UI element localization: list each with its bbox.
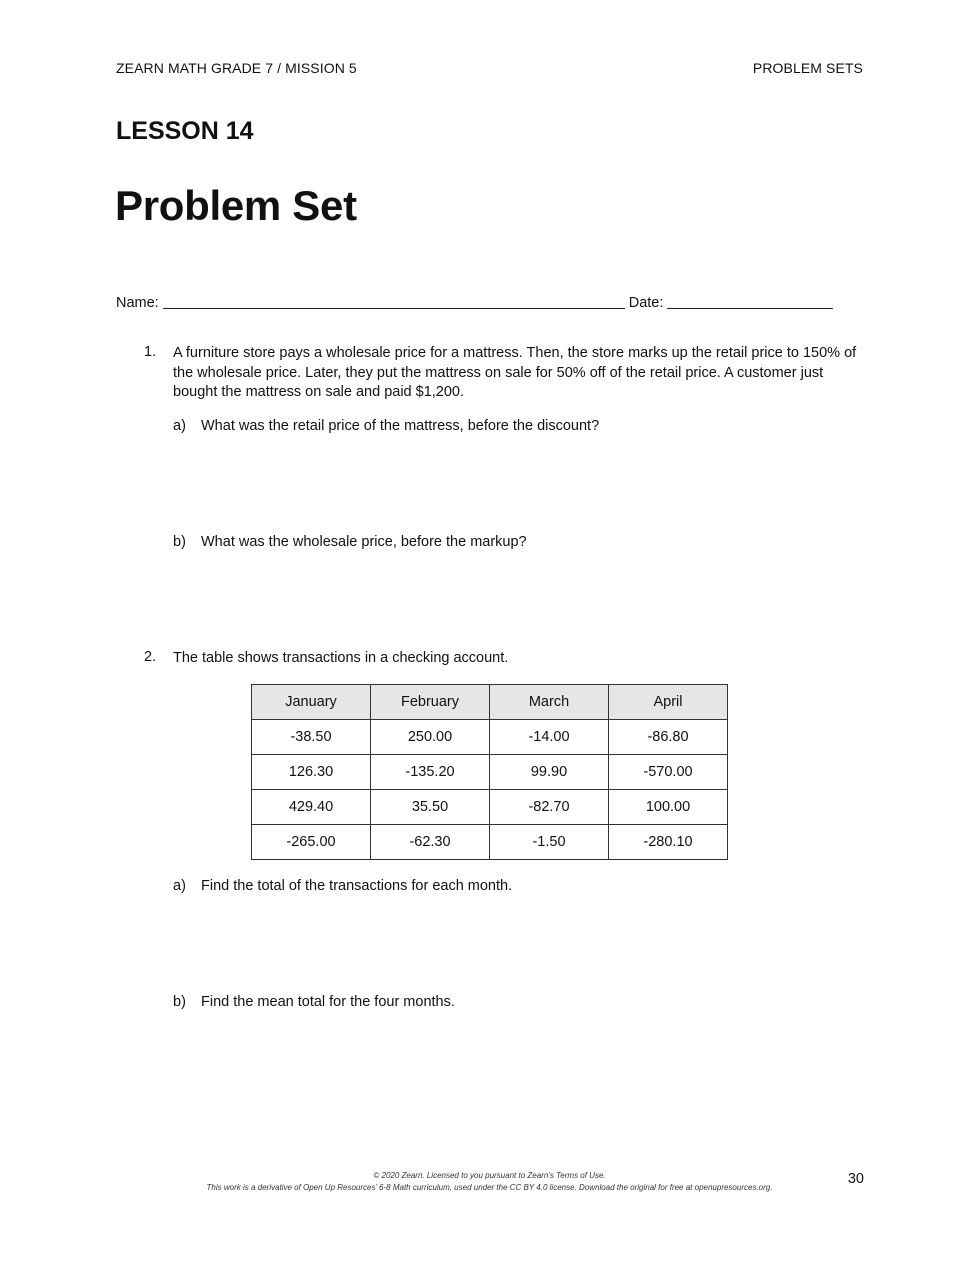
- table-cell: -82.70: [490, 790, 609, 825]
- table-header-row: [252, 685, 728, 720]
- table-cell: -280.10: [609, 825, 728, 860]
- table-cell: 126.30: [252, 755, 371, 790]
- table-cell: -265.00: [252, 825, 371, 860]
- table-header-cell: March: [490, 685, 609, 720]
- table-cell: 250.00: [371, 720, 490, 755]
- footer-license: [0, 1170, 979, 1194]
- question-1-number: 1.: [144, 344, 157, 360]
- footer-copyright: © 2020 Zearn. Licensed to you pursuant to Zearn’s Terms of Use.: [373, 1171, 606, 1180]
- question-2b-text: Find the mean total for the four months.: [201, 994, 455, 1010]
- question-1-text: A furniture store pays a wholesale price for a mattress. Then, the store marks up the retail price to 150% of the wholesale price. Later, they put the mattress on sale for 50% off of the retail price. A customer just bought the mattress on sale and paid $1,200.: [173, 345, 857, 400]
- name-label: Name:: [116, 295, 159, 311]
- header-section-label: PROBLEM SETS: [752, 60, 863, 76]
- table-row: [252, 755, 728, 790]
- table-cell: -570.00: [609, 755, 728, 790]
- question-1b-letter: b): [173, 534, 186, 550]
- question-2-number: 2.: [144, 649, 157, 665]
- table-row: [252, 825, 728, 860]
- table-header-cell: January: [252, 685, 371, 720]
- question-2b-letter: b): [173, 994, 186, 1010]
- table-header-cell: April: [609, 685, 728, 720]
- date-label: Date:: [628, 295, 664, 311]
- table-header-cell: February: [371, 685, 490, 720]
- question-1a-letter: a): [173, 418, 186, 434]
- transactions-table: [251, 684, 728, 860]
- question-1a-text: What was the retail price of the mattress, before the discount?: [201, 418, 600, 434]
- table-cell: -135.20: [371, 755, 490, 790]
- question-1b-text: What was the wholesale price, before the markup?: [201, 534, 527, 550]
- footer-attribution: This work is a derivative of Open Up Resources’ 6-8 Math curriculum, used under the CC BY 4.0 license. Download the original for free at openupresources.org.: [206, 1183, 773, 1192]
- page-title: Problem Set: [115, 182, 357, 229]
- lesson-label: LESSON 14: [116, 117, 254, 145]
- table-row: [252, 790, 728, 825]
- table-cell: -62.30: [371, 825, 490, 860]
- name-blank: [163, 294, 625, 309]
- table-cell: -1.50: [490, 825, 609, 860]
- table-cell: 429.40: [252, 790, 371, 825]
- question-2a-text: Find the total of the transactions for each month.: [201, 878, 513, 894]
- table-cell: 35.50: [371, 790, 490, 825]
- table-cell: -86.80: [609, 720, 728, 755]
- table-cell: -38.50: [252, 720, 371, 755]
- question-2a-letter: a): [173, 878, 186, 894]
- table-cell: 99.90: [490, 755, 609, 790]
- table-cell: -14.00: [490, 720, 609, 755]
- header-course-label: ZEARN MATH GRADE 7 / MISSION 5: [116, 60, 357, 76]
- table-row: [252, 720, 728, 755]
- table-cell: 100.00: [609, 790, 728, 825]
- page-number: 30: [847, 1171, 864, 1187]
- question-2-text: The table shows transactions in a checking account.: [173, 650, 509, 666]
- date-blank: [667, 294, 833, 309]
- name-date-line: [116, 292, 833, 311]
